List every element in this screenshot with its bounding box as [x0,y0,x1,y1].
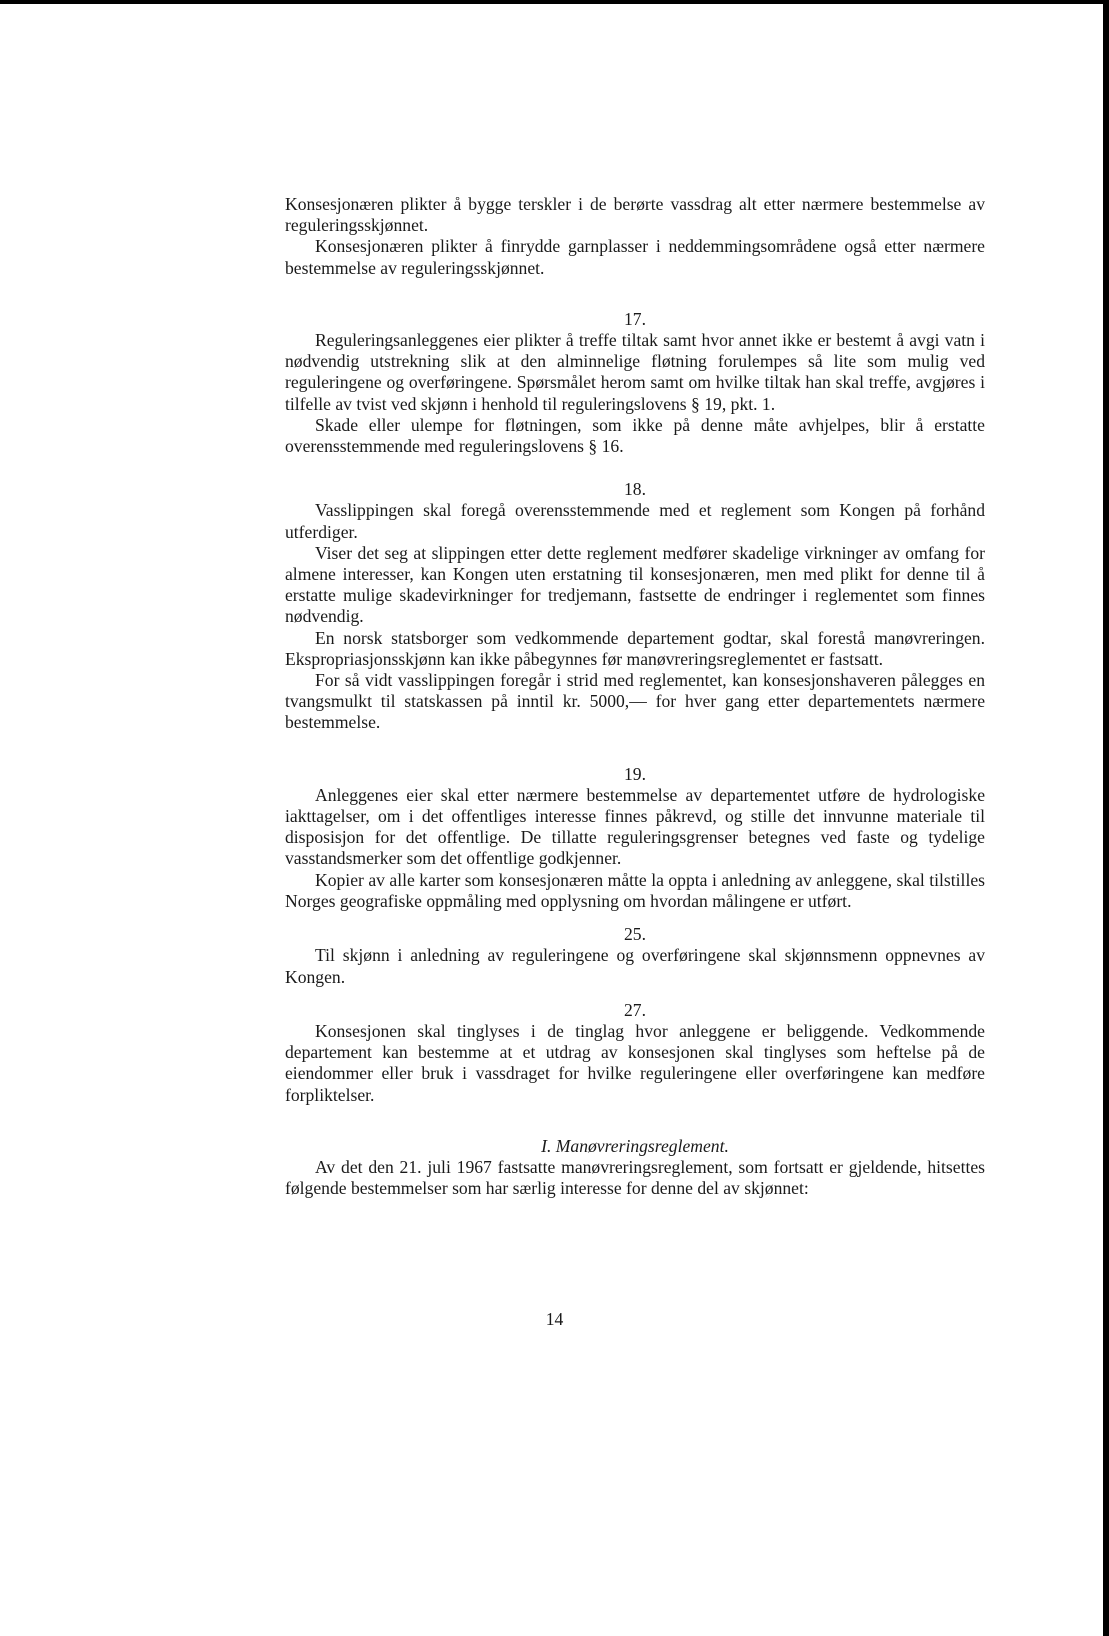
section-paragraph: Anleggenes eier skal etter nærmere bestemmelse av departementet utføre de hydrologiske iakttagelser, om i det offentliges interesse finnes påkrevd, og stille det innvunne materiale til disposisjon for det offentlige. De tillatte reguleringsgrenser betegnes ved faste og tydelige vasstandsmerker som det offentlige godkjenner. [285,784,985,869]
reglement-heading: I. Manøvreringsreglement. [541,1135,729,1156]
section-number: 18. [624,479,646,500]
intro-paragraph-2: Konsesjonæren plikter å finrydde garnplasser i neddemmingsområdene også etter nærmere bestemmelse av reguleringsskjønnet. [285,236,985,278]
reglement-section [285,1136,985,1200]
section-paragraph: Konsesjonen skal tinglyses i de tinglag hvor anleggene er beliggende. Vedkommende departement kan bestemme at et utdrag av konsesjonen skal tinglyses som heftelse på de eiendommer eller bruk i vassdraget for hvilke reguleringene eller overføringene kan medføre forpliktelser. [285,1020,985,1105]
section-19 [285,764,985,912]
page-number: 14 [545,1309,564,1329]
reglement-paragraph: Av det den 21. juli 1967 fastsatte manøvreringsreglement, som fortsatt er gjeldende, hitsettes følgende bestemmelser som har særlig interesse for denne del av skjønnet: [285,1156,985,1199]
section-paragraph: En norsk statsborger som vedkommende departement godtar, skal forestå manøvreringen. Ekspropriasjonsskjønn kan ikke påbegynnes før manøvreringsreglementet er fastsatt. [285,627,985,669]
section-number: 19. [624,763,646,784]
section-number: 25. [624,924,646,945]
section-25 [285,924,985,988]
section-paragraph: Til skjønn i anledning av reguleringene og overføringene skal skjønnsmenn oppnevnes av Kongen. [285,945,985,987]
document-body [285,194,985,1199]
intro-paragraph-1: Konsesjonæren plikter å bygge terskler i de berørte vassdrag alt etter nærmere bestemmelse av reguleringsskjønnet. [285,194,985,236]
section-paragraph: Kopier av alle karter som konsesjonæren måtte la oppta i anledning av anleggene, skal tilstilles Norges geografiske oppmåling med opplysning om hvordan målingene er utført. [285,869,985,911]
section-paragraph: Reguleringsanleggenes eier plikter å treffe tiltak samt hvor annet ikke er bestemt å avgi vatn i nødvendig utstrekning slik at den alminnelige fløtning forulempes så lite som mulig ved reguleringene og overføringene. Spørsmålet herom samt om hvilke tiltak han skal treffe, avgjøres i tilfelle av tvist ved skjønn i henhold til reguleringslovens § 19, pkt. 1. [285,330,985,414]
section-number: 17. [624,308,646,329]
section-paragraph: For så vidt vasslippingen foregår i strid med reglementet, kan konsesjonshaveren pålegges en tvangsmulkt til statskassen på inntil kr. 5000,— for hver gang etter departementets nærmere bestemmelse. [285,670,985,733]
section-paragraph: Vasslippingen skal foregå overensstemmende med et reglement som Kongen på forhånd utferdiger. [285,500,985,542]
section-27 [285,1000,985,1106]
section-paragraph: Skade eller ulempe for fløtningen, som ikke på denne måte avhjelpes, blir å erstatte overensstemmende med reguleringslovens § 16. [285,414,985,457]
section-paragraph: Viser det seg at slippingen etter dette reglement medfører skadelige virkninger av omfang for almene interesser, kan Kongen uten erstatning til konsesjonæren, men med plikt for denne til å erstatte mulige skadevirkninger for tredjemann, fastsette de endringer i reglementet som finnes nødvendig. [285,542,985,627]
scan-border-top [0,0,1109,4]
section-number: 27. [624,999,646,1020]
scan-border-right [1103,0,1109,1636]
intro-section [285,194,985,279]
section-18 [285,479,985,733]
section-17 [285,309,985,457]
